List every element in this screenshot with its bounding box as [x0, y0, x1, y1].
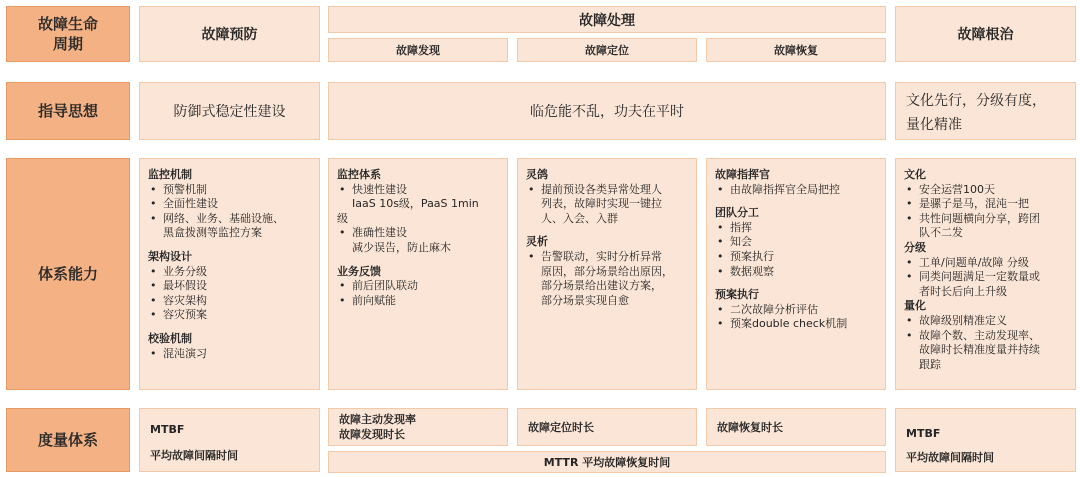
list-item: • 容灾架构 — [148, 294, 311, 309]
list-item: • 是骡子是马，混沌一把 — [904, 197, 1067, 212]
metrics-recovery: 故障恢复时长 — [706, 408, 886, 446]
metric-name: MTBF — [150, 423, 185, 436]
list-note: 级 — [337, 211, 348, 225]
list-item: • 预案执行 — [715, 250, 877, 265]
list-note: 减少误告，防止麻木 — [352, 240, 451, 254]
list-item: • 数据观察 — [715, 265, 877, 280]
list-note: IaaS 10s级，PaaS 1min — [352, 197, 479, 211]
capability-prevention — [139, 158, 320, 390]
list-item: • 故障个数、主动发现率、 故障时长精准度量并持续 跟踪 — [904, 329, 1067, 373]
list-item: • 同类问题满足一定数量或 者时长后向上升级 — [904, 270, 1067, 299]
section-title: 监控体系 — [337, 168, 381, 181]
phase-recovery: 故障恢复 — [706, 38, 886, 62]
list-item: • 容灾预案 — [148, 308, 311, 323]
capability-detection — [328, 158, 508, 390]
guidance-handling: 临危能不乱，功夫在平时 — [328, 82, 886, 140]
section-title: 灵鸽 — [526, 168, 548, 181]
list-item: • 二次故障分析评估 — [715, 303, 877, 318]
list-item: • 工单/问题单/故障 分级 — [904, 256, 1067, 271]
metric-description: 平均故障间隔时间 — [906, 451, 994, 464]
row-header-guidance: 指导思想 — [6, 82, 130, 140]
list-item: • 由故障指挥官全局把控 — [715, 183, 877, 198]
section-title: 故障指挥官 — [715, 168, 770, 181]
section-title: 预案执行 — [715, 288, 759, 302]
row-header-lifecycle: 故障生命 周期 — [6, 6, 130, 62]
metrics-prevention — [139, 408, 320, 472]
list-item: • 快速性建设 — [337, 183, 499, 198]
list-item: • 业务分级 — [148, 265, 311, 280]
list-item: • 最坏假设 — [148, 279, 311, 294]
section-title: 业务反馈 — [337, 264, 381, 278]
list-item: • 准确性建设 — [337, 226, 499, 241]
phase-handling: 故障处理 — [328, 6, 886, 33]
list-item: • 故障级别精准定义 — [904, 314, 1067, 329]
row-header-metrics: 度量体系 — [6, 408, 130, 472]
list-item: • 知会 — [715, 235, 877, 250]
guidance-remedy: 文化先行，分级有度， 量化精准 — [895, 82, 1076, 140]
section-title: 监控机制 — [148, 168, 192, 181]
list-item: • 预警机制 — [148, 183, 311, 198]
list-item: • 共性问题横向分享，跨团 队不二发 — [904, 212, 1067, 241]
list-item: • 提前预设各类异常处理人 列表，故障时实现一键拉 人、入会、入群 — [526, 183, 688, 227]
list-item: • 预案double check机制 — [715, 317, 877, 332]
section-title: 灵析 — [526, 235, 548, 249]
section-title: 分级 — [904, 240, 926, 254]
section-title: 校验机制 — [148, 331, 192, 345]
section-title: 团队分工 — [715, 206, 759, 220]
list-item: • 全面性建设 — [148, 197, 311, 212]
capability-remedy — [895, 158, 1076, 390]
metrics-detection: 故障主动发现率 故障发现时长 — [328, 408, 508, 446]
metrics-remedy — [895, 408, 1076, 472]
phase-prevention: 故障预防 — [139, 6, 320, 62]
list-item: • 安全运营100天 — [904, 183, 1067, 198]
row-header-capability: 体系能力 — [6, 158, 130, 390]
metric-description: 平均故障间隔时间 — [150, 449, 238, 462]
capability-location — [517, 158, 697, 390]
phase-location: 故障定位 — [517, 38, 697, 62]
metric-name: MTBF — [906, 427, 941, 440]
guidance-prevention: 防御式稳定性建设 — [139, 82, 320, 140]
list-item: • 混沌演习 — [148, 347, 311, 362]
section-title: 量化 — [904, 299, 926, 313]
phase-detection: 故障发现 — [328, 38, 508, 62]
section-title: 文化 — [904, 168, 926, 181]
section-title: 架构设计 — [148, 249, 192, 263]
phase-remedy: 故障根治 — [895, 6, 1076, 62]
metrics-mttr: MTTR 平均故障恢复时间 — [328, 451, 886, 473]
list-item: • 前向赋能 — [337, 294, 499, 309]
metrics-location: 故障定位时长 — [517, 408, 697, 446]
list-item: • 网络、业务、基础设施、 黑盒拨测等监控方案 — [148, 212, 311, 241]
list-item: • 告警联动，实时分析异常 原因，部分场景给出原因， 部分场景给出建议方案， 部分场景实现自愈 — [526, 250, 688, 308]
capability-recovery — [706, 158, 886, 390]
list-item: • 指挥 — [715, 221, 877, 236]
list-item: • 前后团队联动 — [337, 279, 499, 294]
